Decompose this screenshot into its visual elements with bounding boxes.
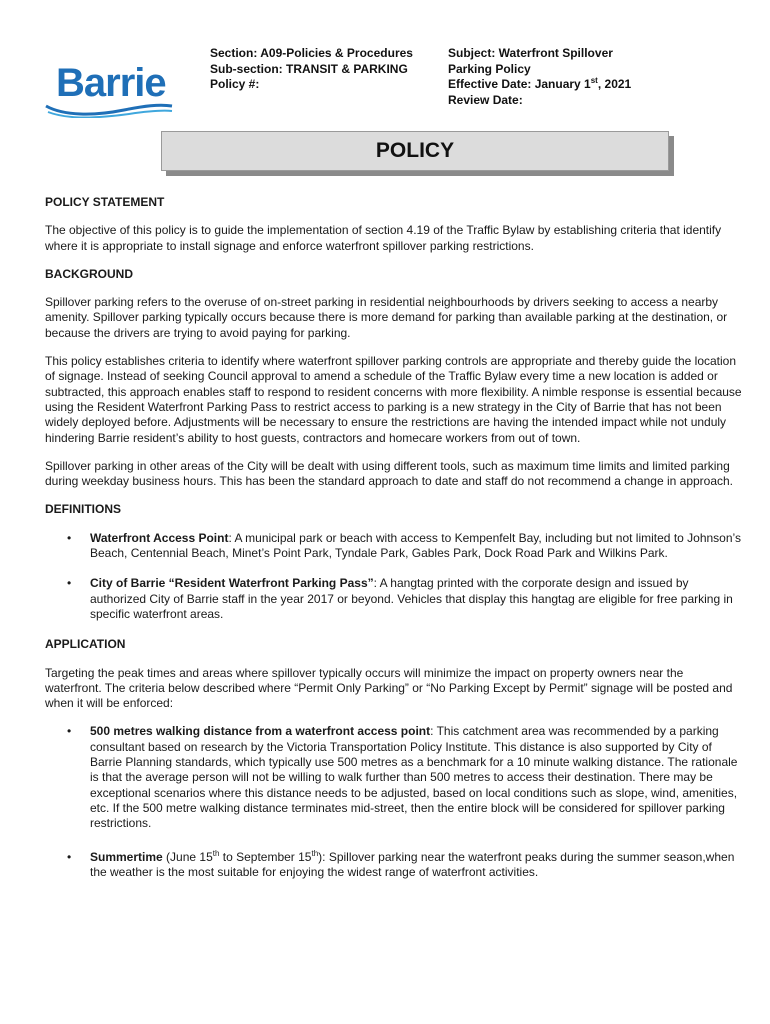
definitions-heading: DEFINITIONS bbox=[45, 502, 122, 517]
definition-term: Waterfront Access Point bbox=[90, 530, 229, 545]
barrie-logo bbox=[44, 60, 176, 118]
subject-label-line2: Parking Policy bbox=[448, 61, 531, 76]
logo-wordmark: Barrie bbox=[56, 61, 166, 105]
header-left bbox=[210, 46, 435, 93]
policy-content bbox=[45, 195, 743, 895]
application-heading: APPLICATION bbox=[45, 637, 126, 652]
application-item bbox=[45, 724, 743, 831]
application-list bbox=[45, 724, 743, 880]
application-term: 500 metres walking distance from a waterfront access point bbox=[90, 724, 431, 739]
review-date-label: Review Date: bbox=[448, 92, 523, 107]
header-right bbox=[448, 46, 748, 108]
application-intro: Targeting the peak times and areas where spillover typically occurs will minimize the impact on property owners near the waterfront. The criteria below described where “Permit Only Parking” or “No Parking Except by Permit” signage will be posted and when it will be enforced: bbox=[45, 665, 733, 711]
definition-term: City of Barrie “Resident Waterfront Parking Pass” bbox=[90, 576, 374, 591]
background-paragraph-3: Spillover parking in other areas of the City will be dealt with using different tools, such as maximum time limits and limited parking during weekday business hours. This has been the standard approach to date and staff do not recommend a change in approach. bbox=[45, 458, 734, 489]
effective-date-label bbox=[448, 77, 748, 93]
background-paragraph-2: This policy establishes criteria to identify where waterfront spillover parking controls are appropriate and thereby guide the location of signage. Instead of seeking Council approval to amend a schedule of the Traffic Bylaw every time a new location is added or subtracted, this approach enables staff to respond to resident concerns with more flexibility. A nimble response is essential because using the Resident Waterfront Parking Pass to restrict access to parking is a new strategy in the City of Barrie that has not been widely deployed before. Adjustments will be necessary to ensure the restrictions are having the intended impact while not unduly hindering Barrie resident’s ability to host guests, contractors and homecare workers from out of town. bbox=[45, 354, 742, 445]
subsection-label: Sub-section: TRANSIT & PARKING bbox=[210, 61, 408, 76]
application-item bbox=[45, 850, 743, 881]
effective-date-sup: st bbox=[590, 76, 598, 85]
subject-label: Subject: Waterfront Spillover bbox=[448, 46, 613, 60]
application-text-c: ): Spillover parking near the waterfront peaks during the summer season,when the weather is the most suitable for enjoying the widest range of waterfront activities. bbox=[90, 849, 735, 879]
policy-number-label: Policy #: bbox=[210, 77, 260, 91]
background-heading: BACKGROUND bbox=[45, 266, 133, 281]
application-sup-1: th bbox=[212, 848, 220, 858]
policy-statement-text: The objective of this policy is to guide the implementation of section 4.19 of the Traffic Bylaw by establishing criteria that identify where it is appropriate to install signage and enforce waterfront spillover parking restrictions. bbox=[45, 223, 722, 253]
definition-item bbox=[45, 576, 743, 622]
application-term: Summertime bbox=[90, 849, 163, 864]
definition-item bbox=[45, 531, 743, 562]
definition-text: : A municipal park or beach with access to Kempenfelt Bay, including but not limited to Johnson’s Beach, Centennial Beach, Minet’s Point Park, Tyndale Park, Gables Park, Dock Road Park and Wilkins Park. bbox=[90, 530, 741, 561]
effective-date-suffix: , 2021 bbox=[597, 77, 632, 91]
definition-text: : A hangtag printed with the corporate design and issued by authorized City of Barrie staff in the year 2017 or beyond. Vehicles that display this hangtag are eligible for free parking in specific waterfront areas. bbox=[90, 576, 733, 621]
application-text: : This catchment area was recommended by a parking consultant based on research by the Victoria Transportation Policy Institute. This distance is also supported by City of Barrie Planning standards, which typically use 500 metres as a benchmark for a 10 minute walking distance. The rationale is that the average person will not be willing to walk further than 500 metres to access their destination. There may be exceptional scenarios where this distance needs to be adjusted, based on local conditions such as slope, wind, amenities, etc. If the 500 metre walking distance terminates mid-street, then the entire block will be considered for spillover parking restrictions. bbox=[90, 724, 738, 831]
section-label: Section: A09-Policies & Procedures bbox=[210, 46, 413, 60]
application-sup-2: th bbox=[311, 848, 319, 858]
effective-date-prefix: Effective Date: January 1 bbox=[448, 77, 591, 91]
definitions-list bbox=[45, 531, 743, 622]
background-paragraph-1: Spillover parking refers to the overuse of on-street parking in residential neighbourhoods by drivers seeking to access a nearby amenity. Spillover parking typically occurs because there is more demand for parking than available parking at the destination, or because the drivers are trying to avoid paying for parking. bbox=[45, 295, 728, 340]
policy-banner: POLICY bbox=[161, 131, 669, 171]
application-text-a: (June 15 bbox=[162, 849, 213, 864]
application-text-b: to September 15 bbox=[219, 849, 312, 864]
policy-statement-heading: POLICY STATEMENT bbox=[45, 195, 165, 209]
logo-wave-icon bbox=[44, 86, 176, 118]
